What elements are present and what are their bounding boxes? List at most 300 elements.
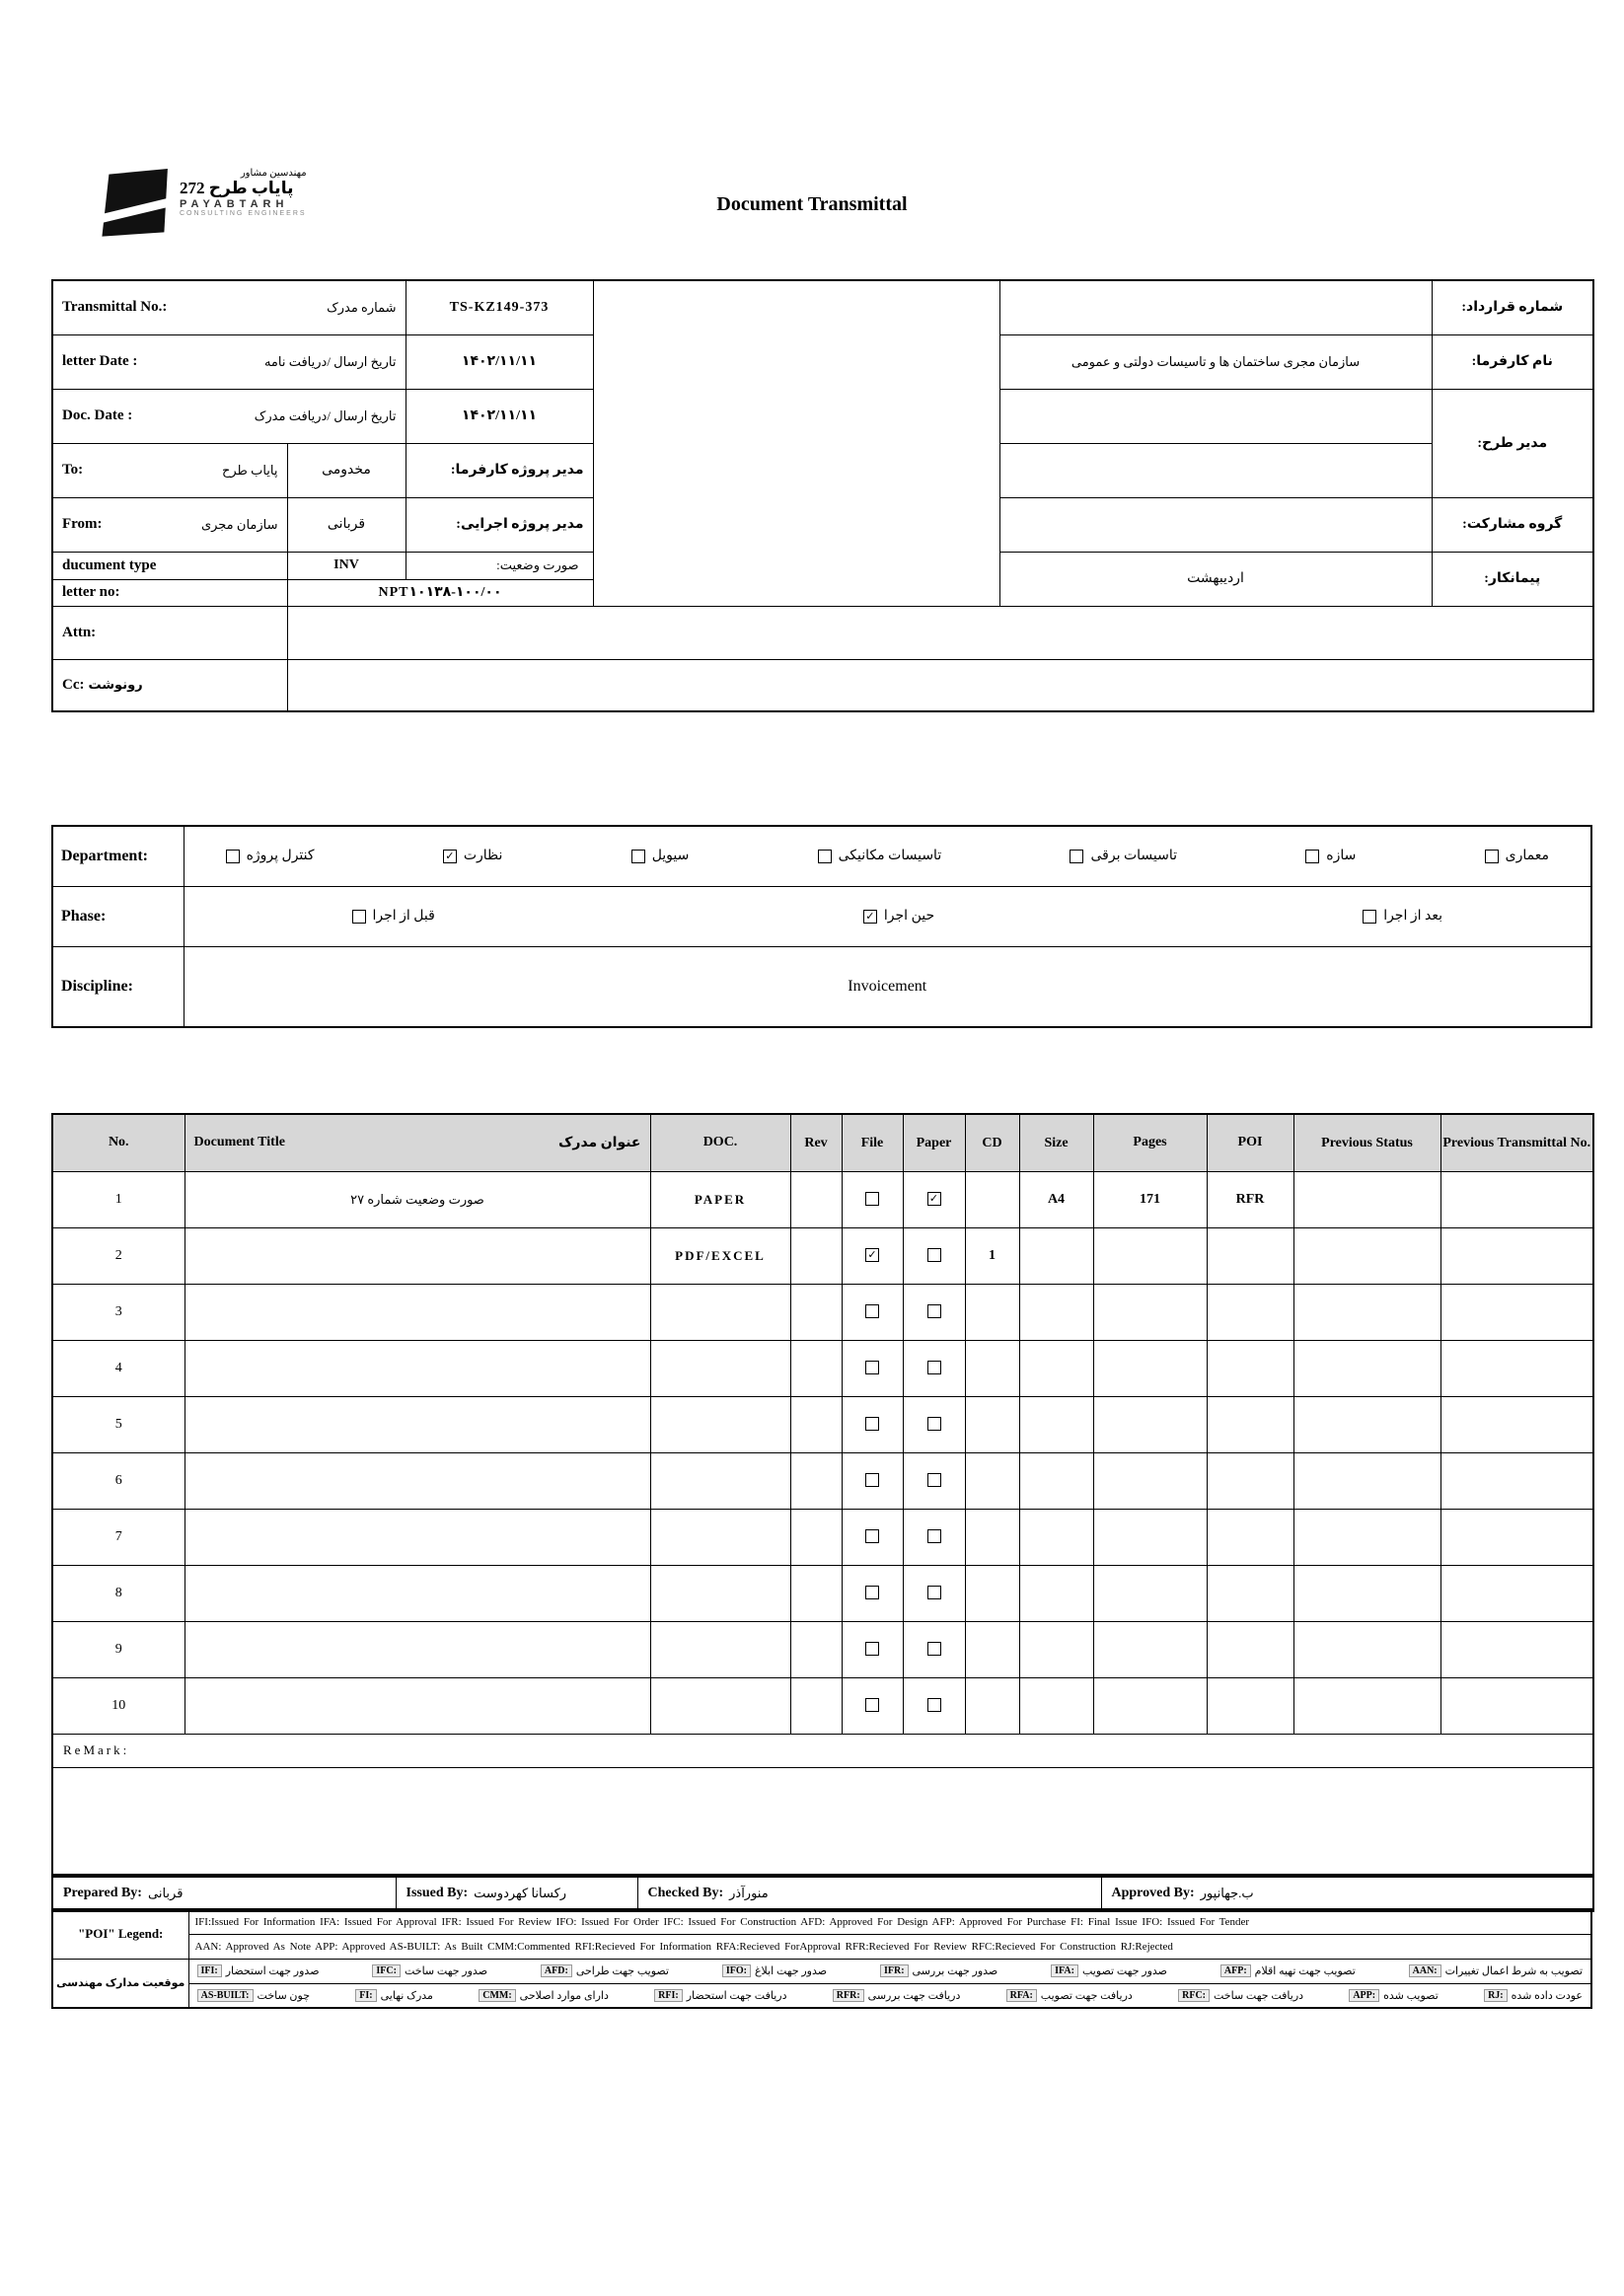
cell-poi: RFR bbox=[1207, 1171, 1293, 1227]
letter-date-label-cell bbox=[52, 334, 406, 389]
legend-desc: صدور جهت ساخت bbox=[404, 1965, 488, 1977]
cell-cd bbox=[965, 1452, 1019, 1509]
to-person: مخدومی bbox=[287, 443, 406, 497]
cell-prev-transmittal bbox=[1440, 1340, 1593, 1396]
jv-group-label: گروه مشارکت: bbox=[1432, 497, 1593, 552]
dept-checkbox[interactable] bbox=[631, 850, 645, 863]
cell-paper bbox=[903, 1452, 965, 1509]
header-poi: POI bbox=[1207, 1114, 1293, 1171]
cell-no: 8 bbox=[52, 1565, 185, 1621]
legend-item bbox=[880, 1964, 997, 1977]
cell-title bbox=[185, 1284, 650, 1340]
cell-pages bbox=[1093, 1452, 1207, 1509]
legend-en-line1: IFI:Issued For Information IFA: Issued For Approval IFR: Issued For Review IFO: Issued For Order IFC: Issued For Construction AFD: Approved For Design AFP: Approved For Purchase FI: Final Issue IFO: Issued For Tender bbox=[188, 1909, 1591, 1934]
cell-title bbox=[185, 1621, 650, 1677]
cell-prev-status bbox=[1293, 1340, 1440, 1396]
legend-item bbox=[1006, 1989, 1133, 2002]
department-options-cell bbox=[184, 826, 1591, 886]
cell-rev bbox=[790, 1621, 842, 1677]
to-org-fa: پایاب طرح bbox=[221, 462, 278, 478]
cell-pages bbox=[1093, 1340, 1207, 1396]
table-row bbox=[52, 1509, 1593, 1565]
cell-title bbox=[185, 1565, 650, 1621]
phase-checkbox[interactable] bbox=[1363, 910, 1376, 924]
dept-checkbox[interactable] bbox=[1070, 850, 1083, 863]
header-no: No. bbox=[52, 1114, 185, 1171]
to-label-cell bbox=[52, 443, 287, 497]
cell-pages bbox=[1093, 1621, 1207, 1677]
paper-checkbox[interactable] bbox=[927, 1304, 941, 1318]
prepared-by-cell bbox=[52, 1875, 396, 1911]
phase-label-text: قبل از اجرا bbox=[372, 909, 435, 924]
cell-rev bbox=[790, 1565, 842, 1621]
from-label-cell bbox=[52, 497, 287, 552]
cell-pages bbox=[1093, 1396, 1207, 1452]
phase-checkbox[interactable] bbox=[352, 910, 366, 924]
doc-type-fa: صورت وضعیت: bbox=[406, 552, 593, 579]
discipline-label: Discipline: bbox=[52, 946, 184, 1027]
cell-doc: PAPER bbox=[650, 1171, 790, 1227]
client-name-value: سازمان مجری ساختمان ها و تاسیسات دولتی و عمومی bbox=[999, 334, 1432, 389]
legend-desc: تصویب جهت تهیه اقلام bbox=[1254, 1965, 1356, 1977]
dept-label-text: سازه bbox=[1326, 849, 1357, 864]
cell-file bbox=[842, 1677, 903, 1734]
cell-paper bbox=[903, 1396, 965, 1452]
dept-option bbox=[443, 848, 503, 864]
cell-cd bbox=[965, 1340, 1019, 1396]
legend-abbr: AAN: bbox=[1409, 1964, 1441, 1977]
doc-date-label-cell bbox=[52, 389, 406, 443]
letter-date-label: letter Date : bbox=[62, 353, 138, 369]
checked-by-cell bbox=[637, 1875, 1101, 1911]
table-row bbox=[52, 1565, 1593, 1621]
legend-desc: صدور جهت ابلاغ bbox=[754, 1965, 828, 1977]
dept-option bbox=[1305, 848, 1356, 864]
letter-date-value: ۱۴۰۲/۱۱/۱۱ bbox=[406, 334, 593, 389]
header-prev-status: Previous Status bbox=[1293, 1114, 1440, 1171]
prepared-by-value: قربانی bbox=[147, 1885, 184, 1900]
checked-by-label: Checked By: bbox=[647, 1885, 724, 1900]
dept-option bbox=[1070, 848, 1177, 864]
cell-poi bbox=[1207, 1284, 1293, 1340]
file-checkbox[interactable]: ✓ bbox=[865, 1248, 879, 1262]
paper-checkbox[interactable] bbox=[927, 1642, 941, 1656]
cell-cd bbox=[965, 1396, 1019, 1452]
cell-prev-transmittal bbox=[1440, 1171, 1593, 1227]
dept-checkbox[interactable]: ✓ bbox=[443, 850, 457, 863]
dept-option bbox=[1485, 848, 1549, 864]
doc-type-label: ducument type bbox=[62, 556, 157, 573]
table-row bbox=[52, 1452, 1593, 1509]
client-name-label: نام کارفرما: bbox=[1432, 334, 1593, 389]
header-size: Size bbox=[1019, 1114, 1093, 1171]
dept-label-text: کنترل پروژه bbox=[246, 849, 315, 864]
dept-label-text: سیویل bbox=[651, 849, 690, 864]
paper-checkbox[interactable] bbox=[927, 1529, 941, 1543]
cc-value-cell bbox=[287, 659, 1593, 711]
cell-cd bbox=[965, 1171, 1019, 1227]
department-label: Department: bbox=[52, 826, 184, 886]
legend-abbr: IFI: bbox=[197, 1964, 222, 1977]
header-title-fa: عنوان مدرک bbox=[558, 1135, 641, 1150]
legend-desc: تصویب به شرط اعمال تغییرات bbox=[1444, 1965, 1583, 1977]
cell-paper bbox=[903, 1284, 965, 1340]
paper-checkbox[interactable] bbox=[927, 1698, 941, 1712]
cell-file bbox=[842, 1565, 903, 1621]
cell-prev-transmittal bbox=[1440, 1565, 1593, 1621]
cell-cd bbox=[965, 1621, 1019, 1677]
cell-title bbox=[185, 1452, 650, 1509]
cell-pages bbox=[1093, 1227, 1207, 1284]
file-checkbox[interactable] bbox=[865, 1586, 879, 1599]
cell-poi bbox=[1207, 1509, 1293, 1565]
logo-brand-fa: پایاب طرح 272 bbox=[180, 179, 294, 197]
legend-abbr: AS-BUILT: bbox=[197, 1989, 254, 2002]
cell-cd bbox=[965, 1509, 1019, 1565]
cell-prev-status bbox=[1293, 1509, 1440, 1565]
cell-size bbox=[1019, 1284, 1093, 1340]
dept-label-text: معماری bbox=[1505, 849, 1549, 864]
cell-poi bbox=[1207, 1227, 1293, 1284]
legend-fa-line2-cell bbox=[188, 1983, 1591, 2008]
top-middle-empty-cell bbox=[593, 280, 999, 606]
header-title-en: Document Title bbox=[193, 1135, 285, 1150]
cell-paper bbox=[903, 1677, 965, 1734]
legend-desc: صدور جهت بررسی bbox=[912, 1965, 998, 1977]
cell-cd bbox=[965, 1565, 1019, 1621]
contractor-label: پیمانکار: bbox=[1432, 552, 1593, 606]
phase-option bbox=[863, 908, 934, 925]
cell-size bbox=[1019, 1565, 1093, 1621]
cell-size bbox=[1019, 1396, 1093, 1452]
cell-doc bbox=[650, 1396, 790, 1452]
cell-file bbox=[842, 1284, 903, 1340]
phase-option bbox=[1363, 908, 1442, 925]
cc-label: Cc: bbox=[62, 676, 85, 693]
phase-options-cell bbox=[184, 886, 1591, 946]
legend-desc: چون ساخت bbox=[257, 1989, 310, 2002]
table-row bbox=[52, 1677, 1593, 1734]
cell-poi bbox=[1207, 1565, 1293, 1621]
paper-checkbox[interactable] bbox=[927, 1248, 941, 1262]
dept-checkbox[interactable] bbox=[226, 850, 240, 863]
file-checkbox[interactable] bbox=[865, 1304, 879, 1318]
cell-no: 4 bbox=[52, 1340, 185, 1396]
design-manager-value-b bbox=[999, 443, 1432, 497]
paper-checkbox[interactable] bbox=[927, 1361, 941, 1374]
legend-desc: عودت داده شده bbox=[1511, 1989, 1583, 2002]
logo-brand-en: PAYABTARH bbox=[180, 198, 289, 210]
cell-paper bbox=[903, 1565, 965, 1621]
cell-prev-transmittal bbox=[1440, 1396, 1593, 1452]
classification-table bbox=[51, 825, 1592, 1028]
prepared-by-label: Prepared By: bbox=[63, 1885, 142, 1900]
cell-prev-transmittal bbox=[1440, 1621, 1593, 1677]
client-pm-label: مدیر پروژه کارفرما: bbox=[406, 443, 593, 497]
checked-by-value: منورآذر bbox=[729, 1885, 769, 1900]
header-prev-transmittal: Previous Transmittal No. bbox=[1440, 1114, 1593, 1171]
dept-option bbox=[226, 848, 315, 864]
design-manager-value-a bbox=[999, 389, 1432, 443]
legend-fa-label: موقعیت مدارک مهندسی bbox=[52, 1959, 188, 2008]
cc-label-cell bbox=[52, 659, 287, 711]
file-checkbox[interactable] bbox=[865, 1698, 879, 1712]
cell-pages bbox=[1093, 1509, 1207, 1565]
cell-no: 6 bbox=[52, 1452, 185, 1509]
legend-desc: تصویب جهت طراحی bbox=[575, 1965, 669, 1977]
legend-item bbox=[1409, 1964, 1583, 1977]
cell-title bbox=[185, 1396, 650, 1452]
doc-type-label-cell bbox=[52, 552, 287, 579]
doc-type-value: INV bbox=[287, 552, 406, 579]
remark-area bbox=[52, 1767, 1593, 1877]
dept-label-text: نظارت bbox=[463, 849, 503, 864]
cell-rev bbox=[790, 1509, 842, 1565]
legend-fa-line1 bbox=[189, 1964, 1591, 1977]
cell-title bbox=[185, 1677, 650, 1734]
department-options bbox=[185, 848, 1591, 864]
phase-checkbox[interactable]: ✓ bbox=[863, 910, 877, 924]
file-checkbox[interactable] bbox=[865, 1361, 879, 1374]
cell-size bbox=[1019, 1621, 1093, 1677]
legend-abbr: RJ: bbox=[1484, 1989, 1508, 2002]
table-row bbox=[52, 1621, 1593, 1677]
legend-desc: دارای موارد اصلاحی bbox=[519, 1989, 609, 2002]
cell-size bbox=[1019, 1227, 1093, 1284]
cell-cd: 1 bbox=[965, 1227, 1019, 1284]
transmittal-no-value: TS-KZ149-373 bbox=[406, 280, 593, 334]
legend-desc: دریافت جهت بررسی bbox=[867, 1989, 961, 2002]
cell-rev bbox=[790, 1284, 842, 1340]
cell-rev bbox=[790, 1227, 842, 1284]
legend-desc: صدور جهت استحضار bbox=[225, 1965, 320, 1977]
dept-label-text: تاسیسات مکانیکی bbox=[838, 849, 942, 864]
cell-paper bbox=[903, 1509, 965, 1565]
phase-label: Phase: bbox=[52, 886, 184, 946]
cell-poi bbox=[1207, 1677, 1293, 1734]
paper-checkbox[interactable] bbox=[927, 1417, 941, 1431]
doc-date-label: Doc. Date : bbox=[62, 407, 133, 423]
cell-doc bbox=[650, 1284, 790, 1340]
legend-desc: دریافت جهت تصویب bbox=[1040, 1989, 1133, 2002]
legend-desc: صدور جهت تصویب bbox=[1081, 1965, 1168, 1977]
legend-item bbox=[541, 1964, 669, 1977]
cell-prev-transmittal bbox=[1440, 1452, 1593, 1509]
dept-checkbox[interactable] bbox=[818, 850, 832, 863]
cell-doc bbox=[650, 1565, 790, 1621]
cell-title: صورت وضعیت شماره ۲۷ bbox=[185, 1171, 650, 1227]
cell-file bbox=[842, 1396, 903, 1452]
cell-pages: 171 bbox=[1093, 1171, 1207, 1227]
issued-by-value: رکسانا کهردوست bbox=[474, 1885, 567, 1900]
approved-by-cell bbox=[1101, 1875, 1593, 1911]
top-info-table bbox=[51, 279, 1594, 712]
cell-prev-status bbox=[1293, 1565, 1440, 1621]
header-paper: Paper bbox=[903, 1114, 965, 1171]
legend-desc: دریافت جهت ساخت bbox=[1214, 1989, 1304, 2002]
cell-no: 2 bbox=[52, 1227, 185, 1284]
cell-title bbox=[185, 1227, 650, 1284]
legend-desc: تصویب شده bbox=[1383, 1989, 1439, 2002]
cell-pages bbox=[1093, 1565, 1207, 1621]
cell-rev bbox=[790, 1677, 842, 1734]
cell-doc bbox=[650, 1621, 790, 1677]
table-row bbox=[52, 1340, 1593, 1396]
phase-label-text: حین اجرا bbox=[883, 909, 935, 924]
dept-checkbox[interactable] bbox=[1305, 850, 1319, 863]
cell-file bbox=[842, 1171, 903, 1227]
legend-fa-line2 bbox=[189, 1989, 1591, 2002]
cell-paper bbox=[903, 1171, 965, 1227]
legend-abbr: IFC: bbox=[372, 1964, 401, 1977]
phase-label-text: بعد از اجرا bbox=[1383, 909, 1442, 924]
legend-item bbox=[197, 1989, 310, 2002]
cell-poi bbox=[1207, 1621, 1293, 1677]
issued-by-cell bbox=[396, 1875, 637, 1911]
legend-abbr: RFC: bbox=[1178, 1989, 1210, 2002]
phase-options bbox=[185, 908, 1591, 925]
cell-prev-status bbox=[1293, 1621, 1440, 1677]
cell-prev-transmittal bbox=[1440, 1677, 1593, 1734]
legend-item bbox=[1051, 1964, 1167, 1977]
page-title: Document Transmittal bbox=[716, 193, 908, 215]
cell-pages bbox=[1093, 1284, 1207, 1340]
cell-no: 9 bbox=[52, 1621, 185, 1677]
dept-label-text: تاسیسات برقی bbox=[1090, 849, 1178, 864]
legend-abbr: RFI: bbox=[654, 1989, 683, 2002]
legend-item bbox=[1178, 1989, 1303, 2002]
phase-option bbox=[352, 908, 435, 925]
approved-by-label: Approved By: bbox=[1111, 1885, 1195, 1900]
header-title bbox=[185, 1114, 650, 1171]
legend-abbr: IFO: bbox=[722, 1964, 751, 1977]
cell-no: 5 bbox=[52, 1396, 185, 1452]
legend-table bbox=[51, 1908, 1592, 2009]
logo-brand-sub: CONSULTING ENGINEERS bbox=[180, 210, 307, 217]
legend-abbr: CMM: bbox=[479, 1989, 515, 2002]
remark-label-row bbox=[52, 1734, 1593, 1767]
cell-prev-transmittal bbox=[1440, 1284, 1593, 1340]
cell-doc bbox=[650, 1509, 790, 1565]
cell-prev-status bbox=[1293, 1396, 1440, 1452]
cell-doc bbox=[650, 1677, 790, 1734]
legend-desc: دریافت جهت استحضار bbox=[686, 1989, 787, 2002]
cell-file bbox=[842, 1621, 903, 1677]
dept-option bbox=[818, 848, 942, 864]
letter-no-value: NPT۱۰۱۳۸-۱۰۰/۰۰ bbox=[287, 579, 593, 606]
attn-value-cell bbox=[287, 606, 1593, 659]
doc-date-value: ۱۴۰۲/۱۱/۱۱ bbox=[406, 389, 593, 443]
dept-checkbox[interactable] bbox=[1485, 850, 1499, 863]
file-checkbox[interactable] bbox=[865, 1529, 879, 1543]
legend-abbr: APP: bbox=[1349, 1989, 1379, 2002]
contract-no-label: شماره قرارداد: bbox=[1432, 280, 1593, 334]
cell-title bbox=[185, 1509, 650, 1565]
table-row bbox=[52, 1171, 1593, 1227]
issued-by-label: Issued By: bbox=[406, 1885, 469, 1900]
legend-item bbox=[197, 1964, 320, 1977]
cell-poi bbox=[1207, 1340, 1293, 1396]
legend-item bbox=[1220, 1964, 1356, 1977]
legend-item bbox=[372, 1964, 487, 1977]
cell-paper bbox=[903, 1340, 965, 1396]
cell-no: 7 bbox=[52, 1509, 185, 1565]
legend-abbr: IFR: bbox=[880, 1964, 909, 1977]
legend-item bbox=[654, 1989, 786, 2002]
cell-prev-status bbox=[1293, 1171, 1440, 1227]
transmittal-no-label: Transmittal No.: bbox=[62, 299, 168, 316]
paper-checkbox[interactable] bbox=[927, 1473, 941, 1487]
attn-label: Attn: bbox=[62, 624, 97, 640]
cell-size bbox=[1019, 1340, 1093, 1396]
legend-item bbox=[1484, 1989, 1583, 2002]
documents-header-row bbox=[52, 1114, 1593, 1171]
legend-item bbox=[479, 1989, 609, 2002]
legend-abbr: FI: bbox=[355, 1989, 376, 2002]
approved-by-value: ب.جهانپور bbox=[1200, 1885, 1254, 1900]
cell-file bbox=[842, 1509, 903, 1565]
cell-prev-status bbox=[1293, 1227, 1440, 1284]
cc-label-fa: رونوشت bbox=[88, 677, 143, 693]
cell-doc: PDF/EXCEL bbox=[650, 1227, 790, 1284]
header-rev: Rev bbox=[790, 1114, 842, 1171]
contract-no-value bbox=[999, 280, 1432, 334]
letter-no-label: letter no: bbox=[62, 584, 120, 600]
paper-checkbox[interactable]: ✓ bbox=[927, 1192, 941, 1206]
paper-checkbox[interactable] bbox=[927, 1586, 941, 1599]
doc-date-label-fa: تاریخ ارسال /دریافت مدرک bbox=[254, 407, 397, 423]
legend-en-line2: AAN: Approved As Note APP: Approved AS-BUILT: As Built CMM:Commented RFI:Recieved For Information RFA:Recieved ForApproval RFR:Recieved For Review RFC:Recieved For Construction RJ:Rejected bbox=[188, 1934, 1591, 1959]
cell-poi bbox=[1207, 1396, 1293, 1452]
file-checkbox[interactable] bbox=[865, 1192, 879, 1206]
legend-abbr: RFA: bbox=[1006, 1989, 1037, 2002]
legend-fa-line1-cell bbox=[188, 1959, 1591, 1983]
discipline-value: Invoicement bbox=[184, 946, 1591, 1027]
signature-table bbox=[51, 1874, 1594, 1912]
file-checkbox[interactable] bbox=[865, 1417, 879, 1431]
cell-no: 1 bbox=[52, 1171, 185, 1227]
table-row bbox=[52, 1284, 1593, 1340]
cell-rev bbox=[790, 1396, 842, 1452]
letter-no-label-cell bbox=[52, 579, 287, 606]
legend-item bbox=[833, 1989, 961, 2002]
header-file: File bbox=[842, 1114, 903, 1171]
cell-prev-transmittal bbox=[1440, 1227, 1593, 1284]
cell-prev-status bbox=[1293, 1452, 1440, 1509]
cell-size bbox=[1019, 1452, 1093, 1509]
legend-item bbox=[355, 1989, 433, 2002]
letter-date-label-fa: تاریخ ارسال /دریافت نامه bbox=[263, 353, 397, 369]
jv-group-value bbox=[999, 497, 1432, 552]
legend-desc: مدرک نهایی bbox=[380, 1989, 433, 2002]
header-doc: DOC. bbox=[650, 1114, 790, 1171]
remark-label: ReMark: bbox=[52, 1734, 1593, 1767]
from-label: From: bbox=[62, 516, 103, 532]
legend-abbr: RFR: bbox=[833, 1989, 864, 2002]
cell-no: 10 bbox=[52, 1677, 185, 1734]
table-row bbox=[52, 1227, 1593, 1284]
cell-paper bbox=[903, 1621, 965, 1677]
file-checkbox[interactable] bbox=[865, 1642, 879, 1656]
cell-file bbox=[842, 1340, 903, 1396]
legend-abbr: AFP: bbox=[1220, 1964, 1251, 1977]
cell-no: 3 bbox=[52, 1284, 185, 1340]
legend-item bbox=[1349, 1989, 1438, 2002]
cell-file bbox=[842, 1452, 903, 1509]
table-row bbox=[52, 1396, 1593, 1452]
file-checkbox[interactable] bbox=[865, 1473, 879, 1487]
cell-size bbox=[1019, 1677, 1093, 1734]
